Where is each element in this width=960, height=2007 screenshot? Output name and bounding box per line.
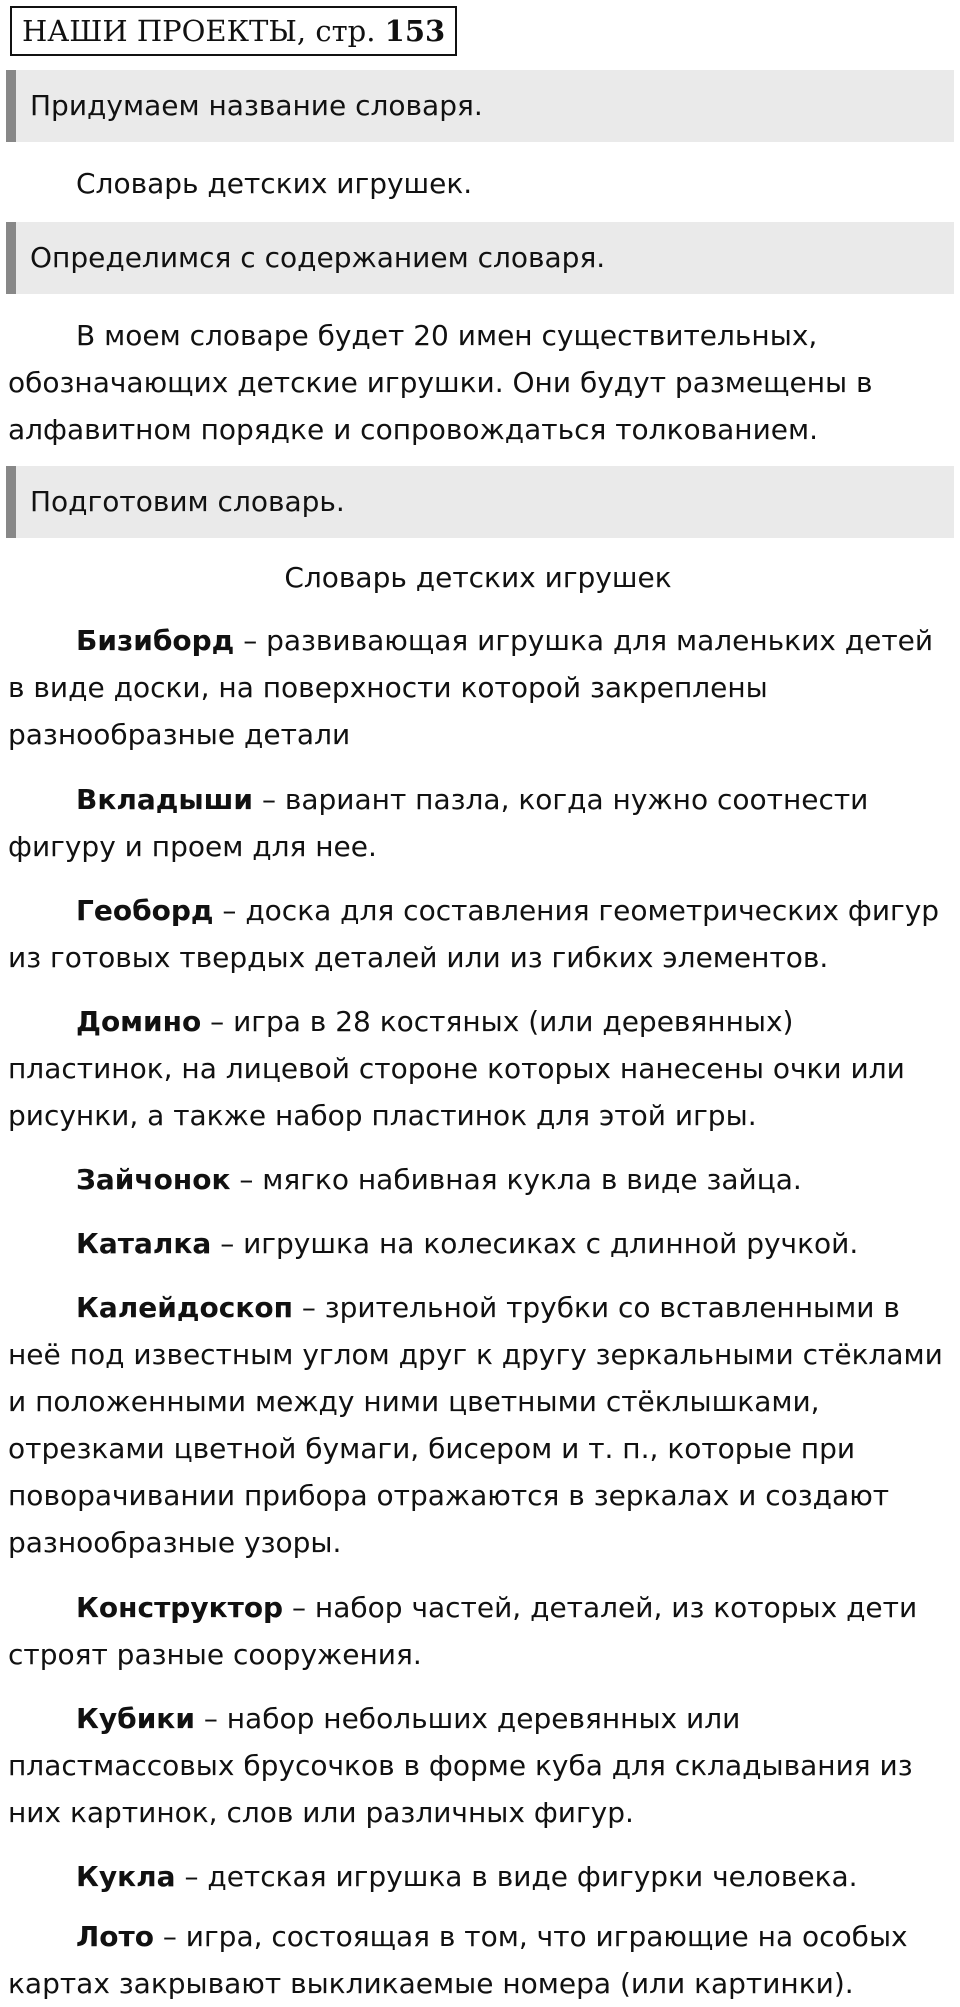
entry-term: Бизиборд [76, 624, 235, 657]
entry-definition: – игра в 28 костяных (или деревянных) пластинок, на лицевой стороне которых нанесены очки или рисунки, а также набор пластинок для этой игры. [8, 1005, 905, 1132]
entry-definition: – доска для составления геометрических фигур из готовых твердых деталей или из гибких элементов. [8, 894, 940, 974]
entry-definition: – мягко набивная кукла в виде зайца. [230, 1163, 802, 1196]
task-prompt: Подготовим словарь. [6, 466, 954, 538]
dictionary-entry [8, 1284, 952, 1566]
entry-definition: – зрительной трубки со вставленными в неё под известным углом друг к другу зеркальными стёклами и положенными между ними цветными стёклышками, отрезками цветной бумаги, бисером и т. п., которые при поворачивании прибора отражаются в зеркалах и создают разнообразные узоры. [8, 1291, 943, 1559]
task-prompt: Придумаем название словаря. [6, 70, 954, 142]
entry-definition: – набор частей, деталей, из которых дети строят разные сооружения. [8, 1591, 918, 1671]
dictionary-entry [8, 1156, 952, 1203]
entry-definition: – развивающая игрушка для маленьких детей в виде доски, на поверхности которой закреплены разнообразные детали [8, 624, 934, 751]
entry-definition: – набор небольших деревянных или пластмассовых брусочков в форме куба для складывания из них картинок, слов или различных фигур. [8, 1702, 913, 1829]
entry-term: Калейдоскоп [76, 1291, 293, 1324]
dictionary-entry [8, 776, 952, 870]
title-text: НАШИ ПРОЕКТЫ, стр. [22, 14, 376, 48]
entry-term: Лото [76, 1920, 154, 1953]
entry-term: Зайчонок [76, 1163, 231, 1196]
page-title [10, 6, 457, 56]
dictionary-entry [8, 617, 952, 758]
dictionary-entry [8, 1853, 952, 1900]
task-prompt: Определимся с содержанием словаря. [6, 222, 954, 294]
entry-definition: – игрушка на колесиках с длинной ручкой. [211, 1227, 859, 1260]
entry-term: Геоборд [76, 894, 214, 927]
dictionary-entry [8, 1695, 952, 1836]
entry-term: Конструктор [76, 1591, 284, 1624]
dictionary-entry [8, 998, 952, 1139]
entry-term: Каталка [76, 1227, 212, 1260]
dictionary-entry [8, 1913, 952, 2007]
entry-definition: – детская игрушка в виде фигурки человека. [175, 1860, 858, 1893]
entry-term: Вкладыши [76, 783, 254, 816]
dictionary-entry [8, 1584, 952, 1678]
task-answer: Словарь детских игрушек. [76, 167, 473, 200]
dictionary-title: Словарь детских игрушек [284, 561, 672, 594]
entry-term: Кукла [76, 1860, 176, 1893]
entry-definition: – вариант пазла, когда нужно соотнести фигуру и проем для нее. [8, 783, 869, 863]
entry-term: Домино [76, 1005, 202, 1038]
task-answer: В моем словаре будет 20 имен существительных, обозначающих детские игрушки. Они будут размещены в алфавитном порядке и сопровождаться толкованием. [8, 319, 873, 446]
entry-term: Кубики [76, 1702, 195, 1735]
entry-definition: – игра, состоящая в том, что играющие на особых картах закрывают выкликаемые номера (или картинки). [8, 1920, 908, 2000]
dictionary-entry [8, 887, 952, 981]
page-number: 153 [384, 14, 446, 48]
dictionary-entry [8, 1220, 952, 1267]
